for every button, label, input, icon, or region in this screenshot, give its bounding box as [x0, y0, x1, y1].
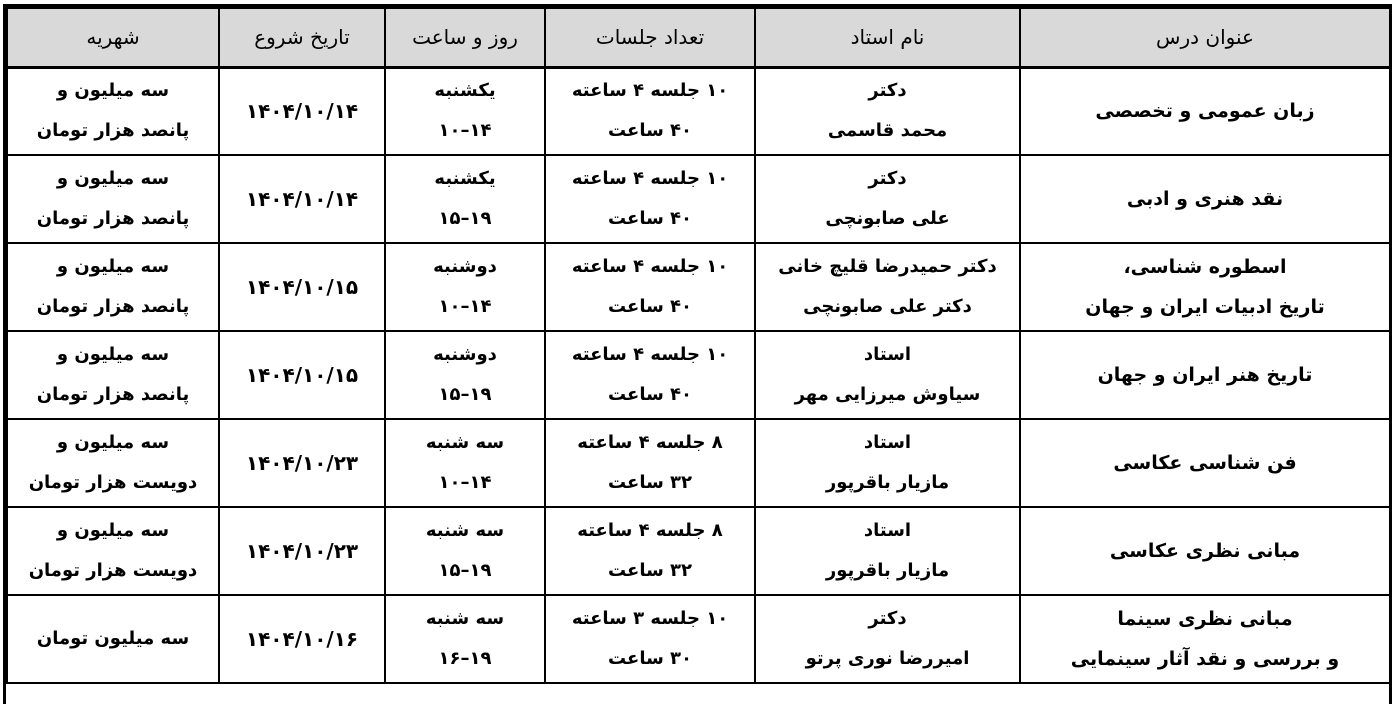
schedule-cell: [385, 507, 545, 595]
start-date-cell: [219, 595, 385, 683]
start-date-cell-value: ۱۴۰۴/۱۰/۱۵: [245, 275, 359, 299]
fee-cell-line: دویست هزار تومان: [28, 472, 198, 493]
header-sessions: تعداد جلسات: [545, 8, 755, 67]
schedule-cell-line: ۱۴–۱۰: [438, 120, 492, 142]
fee-cell-line: سه میلیون و: [56, 344, 170, 365]
fee-cell-line: دویست هزار تومان: [28, 560, 198, 581]
start-date-cell: [219, 331, 385, 419]
sessions-cell: [545, 507, 755, 595]
course-title-cell-line: اسطوره شناسی،: [1123, 256, 1287, 278]
course-title-cell-line: تاریخ ادبیات ایران و جهان: [1085, 296, 1325, 318]
teacher-cell-line: مازیار باقرپور: [825, 472, 950, 493]
course-title-cell-line: مبانی نظری عکاسی: [1109, 540, 1301, 562]
sessions-cell-line: ۸ جلسه ۴ ساعته: [577, 432, 723, 453]
header-teacher: نام استاد: [755, 8, 1020, 67]
sessions-cell: [545, 155, 755, 243]
start-date-cell: [219, 507, 385, 595]
fee-cell-line: سه میلیون و: [56, 432, 170, 453]
teacher-cell-line: مازیار باقرپور: [825, 560, 950, 581]
fee-cell-line: سه میلیون تومان: [36, 628, 190, 649]
fee-cell: [7, 331, 219, 419]
header-row: [7, 8, 1390, 67]
teacher-cell: [755, 507, 1020, 595]
schedule-cell: [385, 155, 545, 243]
sessions-cell-line: ۱۰ جلسه ۴ ساعته: [571, 168, 729, 189]
sessions-cell-line: ۱۰ جلسه ۴ ساعته: [571, 344, 729, 365]
schedule-cell-line: یکشنبه: [434, 168, 496, 189]
schedule-cell: [385, 67, 545, 155]
sessions-cell-line: ۴۰ ساعت: [607, 384, 693, 405]
teacher-cell: [755, 331, 1020, 419]
schedule-cell-line: سه شنبه: [425, 432, 505, 453]
course-title-cell-line: و بررسی و نقد آثار سینمایی: [1070, 648, 1340, 670]
schedule-cell-line: سه شنبه: [425, 520, 505, 541]
teacher-cell-line: دکتر حمیدرضا قلیچ خانی: [778, 256, 997, 277]
sessions-cell: [545, 243, 755, 331]
schedule-cell: [385, 331, 545, 419]
start-date-cell-value: ۱۴۰۴/۱۰/۱۴: [245, 99, 359, 124]
teacher-cell: [755, 155, 1020, 243]
table-row: [7, 595, 1390, 683]
schedule-cell-line: ۱۹–۱۶: [438, 648, 492, 669]
schedule-cell: [385, 595, 545, 683]
teacher-cell-line: استاد: [863, 344, 912, 365]
fee-cell: [7, 419, 219, 507]
fee-cell: [7, 155, 219, 243]
course-title-cell-line: تاریخ هنر ایران و جهان: [1097, 364, 1313, 386]
sessions-cell: [545, 419, 755, 507]
course-title-cell-line: زبان عمومی و تخصصی: [1095, 100, 1315, 123]
sessions-cell-line: ۱۰ جلسه ۴ ساعته: [571, 80, 729, 102]
sessions-cell-line: ۳۲ ساعت: [607, 472, 693, 493]
course-title-cell-line: نقد هنری و ادبی: [1126, 188, 1284, 210]
sessions-cell-line: ۴۰ ساعت: [607, 208, 693, 229]
teacher-cell-line: استاد: [863, 520, 912, 541]
sessions-cell: [545, 331, 755, 419]
fee-cell: [7, 507, 219, 595]
schedule-cell-line: ۱۹–۱۵: [438, 384, 492, 405]
teacher-cell: [755, 243, 1020, 331]
sessions-cell-line: ۱۰ جلسه ۳ ساعته: [571, 608, 729, 629]
teacher-cell: [755, 67, 1020, 155]
course-title-cell: [1020, 595, 1390, 683]
fee-cell-line: سه میلیون و: [56, 80, 170, 102]
schedule-cell-line: ۱۴–۱۰: [438, 472, 492, 493]
start-date-cell-value: ۱۴۰۴/۱۰/۱۶: [245, 627, 359, 651]
course-title-cell: [1020, 507, 1390, 595]
teacher-cell-line: علی صابونچی: [825, 208, 950, 229]
schedule-cell-line: سه شنبه: [425, 608, 505, 629]
course-title-cell-line: فن شناسی عکاسی: [1113, 452, 1297, 474]
table-row: [7, 67, 1390, 155]
course-title-cell: [1020, 243, 1390, 331]
table-row: [7, 243, 1390, 331]
teacher-cell-line: استاد: [863, 432, 912, 453]
fee-cell-line: سه میلیون و: [56, 168, 170, 189]
sessions-cell: [545, 595, 755, 683]
schedule-cell-line: دوشنبه: [433, 256, 497, 277]
teacher-cell-line: دکتر: [868, 168, 907, 189]
header-course-title: عنوان درس: [1020, 8, 1390, 67]
sessions-cell-line: ۸ جلسه ۴ ساعته: [577, 520, 723, 541]
schedule-cell-line: یکشنبه: [434, 80, 496, 102]
teacher-cell: [755, 419, 1020, 507]
teacher-cell-line: دکتر علی صابونچی: [803, 296, 972, 317]
schedule-cell-line: دوشنبه: [433, 344, 497, 365]
sessions-cell: [545, 67, 755, 155]
sessions-cell-line: ۱۰ جلسه ۴ ساعته: [571, 256, 729, 277]
course-title-cell: [1020, 67, 1390, 155]
start-date-cell-value: ۱۴۰۴/۱۰/۱۴: [245, 187, 359, 211]
schedule-cell-line: ۱۹–۱۵: [438, 208, 492, 229]
header-start-date: تاریخ شروع: [219, 8, 385, 67]
teacher-cell-line: دکتر: [868, 608, 907, 629]
table-row: [7, 507, 1390, 595]
start-date-cell: [219, 419, 385, 507]
fee-cell: [7, 67, 219, 155]
start-date-cell: [219, 67, 385, 155]
table-row: [7, 155, 1390, 243]
fee-cell: [7, 595, 219, 683]
start-date-cell-value: ۱۴۰۴/۱۰/۲۳: [245, 451, 359, 475]
fee-cell-line: پانصد هزار تومان: [36, 120, 190, 142]
fee-cell-line: سه میلیون و: [56, 256, 170, 277]
schedule-cell-line: ۱۹–۱۵: [438, 560, 492, 581]
fee-cell-line: پانصد هزار تومان: [36, 384, 190, 405]
start-date-cell-value: ۱۴۰۴/۱۰/۲۳: [245, 539, 359, 563]
table-row: [7, 331, 1390, 419]
fee-cell-line: پانصد هزار تومان: [36, 296, 190, 317]
course-title-cell-line: مبانی نظری سینما: [1117, 608, 1293, 630]
table-row: [7, 419, 1390, 507]
teacher-cell-line: سیاوش میرزایی مهر: [794, 384, 981, 405]
course-title-cell: [1020, 155, 1390, 243]
fee-cell-line: سه میلیون و: [56, 520, 170, 541]
schedule-cell: [385, 243, 545, 331]
teacher-cell-line: دکتر: [868, 80, 907, 102]
teacher-cell-line: محمد قاسمی: [827, 120, 948, 142]
teacher-cell-line: امیررضا نوری پرتو: [805, 648, 970, 669]
start-date-cell: [219, 243, 385, 331]
course-schedule-table: [6, 7, 1391, 684]
header-fee: شهریه: [7, 8, 219, 67]
course-title-cell: [1020, 331, 1390, 419]
sessions-cell-line: ۳۲ ساعت: [607, 560, 693, 581]
start-date-cell: [219, 155, 385, 243]
start-date-cell-value: ۱۴۰۴/۱۰/۱۵: [245, 363, 359, 387]
teacher-cell: [755, 595, 1020, 683]
schedule-cell: [385, 419, 545, 507]
fee-cell-line: پانصد هزار تومان: [36, 208, 190, 229]
fee-cell: [7, 243, 219, 331]
header-schedule: روز و ساعت: [385, 8, 545, 67]
course-title-cell: [1020, 419, 1390, 507]
sessions-cell-line: ۴۰ ساعت: [607, 120, 693, 142]
schedule-cell-line: ۱۴–۱۰: [438, 296, 492, 317]
sessions-cell-line: ۴۰ ساعت: [607, 296, 693, 317]
sessions-cell-line: ۳۰ ساعت: [607, 648, 693, 669]
